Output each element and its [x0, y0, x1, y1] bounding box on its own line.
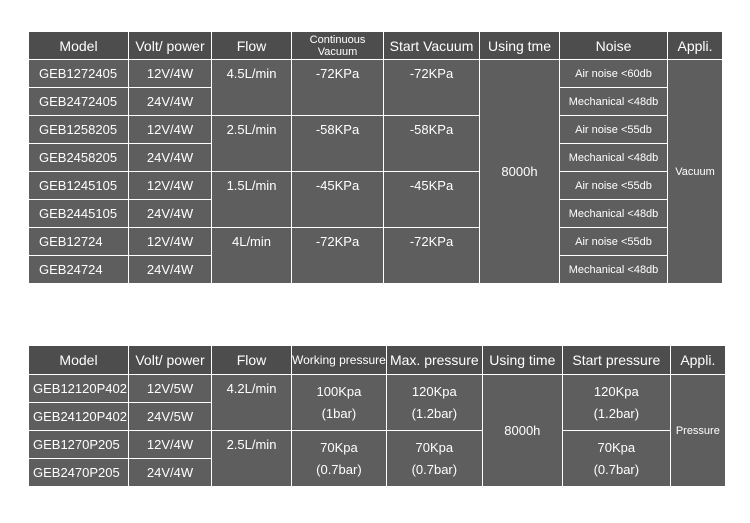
header-using-time: Using time	[482, 346, 562, 375]
header-flow: Flow	[212, 32, 292, 60]
volt-cell: 24V/4W	[129, 144, 212, 172]
model-cell: GEB2458205	[29, 144, 129, 172]
vacuum-spec-table	[28, 31, 723, 284]
working-pressure-value: 70Kpa	[320, 440, 358, 455]
header-max-pressure: Max. pressure	[386, 346, 482, 375]
table-row	[29, 172, 723, 200]
header-flow: Flow	[212, 346, 292, 375]
flow-cell: 1.5L/min	[212, 172, 292, 228]
application-cell: Vacuum	[668, 60, 723, 284]
table-row	[29, 116, 723, 144]
continuous-vacuum-cell: -58KPa	[292, 116, 384, 172]
volt-cell: 12V/4W	[129, 116, 212, 144]
start-vacuum-cell: -58KPa	[384, 116, 480, 172]
working-pressure-bar: (1bar)	[321, 406, 357, 421]
table-row	[29, 375, 726, 403]
noise-cell: Mechanical <48db	[560, 144, 668, 172]
model-cell: GEB1245105	[29, 172, 129, 200]
header-volt-power: Volt/ power	[129, 32, 212, 60]
header-application: Appli.	[670, 346, 725, 375]
using-time-cell: 8000h	[480, 60, 560, 284]
noise-cell: Mechanical <48db	[560, 200, 668, 228]
model-cell: GEB24724	[29, 256, 129, 284]
model-cell: GEB1270P205	[29, 431, 129, 459]
header-application: Appli.	[668, 32, 723, 60]
noise-cell: Mechanical <48db	[560, 88, 668, 116]
volt-cell: 12V/4W	[129, 228, 212, 256]
working-pressure-value: 100Kpa	[316, 384, 362, 399]
header-model: Model	[29, 32, 129, 60]
max-pressure-cell	[386, 375, 482, 431]
start-vacuum-cell: -72KPa	[384, 228, 480, 284]
max-pressure-bar: (1.2bar)	[411, 406, 458, 421]
flow-cell: 4.5L/min	[212, 60, 292, 116]
volt-cell: 24V/4W	[129, 256, 212, 284]
start-pressure-cell	[562, 375, 670, 431]
noise-cell: Mechanical <48db	[560, 256, 668, 284]
header-noise: Noise	[560, 32, 668, 60]
volt-cell: 24V/4W	[129, 200, 212, 228]
start-pressure-value: 120Kpa	[593, 384, 639, 399]
volt-cell: 12V/4W	[129, 172, 212, 200]
volt-cell: 24V/4W	[129, 459, 212, 487]
model-cell: GEB24120P402	[29, 403, 129, 431]
continuous-vacuum-cell: -45KPa	[292, 172, 384, 228]
continuous-vacuum-cell: -72KPa	[292, 60, 384, 116]
model-cell: GEB2472405	[29, 88, 129, 116]
header-using-time: Using tme	[480, 32, 560, 60]
model-cell: GEB2470P205	[29, 459, 129, 487]
model-cell: GEB12120P402	[29, 375, 129, 403]
flow-cell: 4.2L/min	[212, 375, 292, 431]
working-pressure-bar: (0.7bar)	[316, 462, 362, 477]
volt-cell: 24V/4W	[129, 88, 212, 116]
start-pressure-value: 70Kpa	[597, 440, 636, 455]
header-volt-power: Volt/ power	[129, 346, 212, 375]
max-pressure-cell	[386, 431, 482, 487]
table-row	[29, 431, 726, 459]
noise-cell: Air noise <55db	[560, 172, 668, 200]
continuous-vacuum-cell: -72KPa	[292, 228, 384, 284]
vacuum-header-row	[29, 32, 723, 60]
volt-cell: 12V/5W	[129, 375, 212, 403]
volt-cell: 12V/4W	[129, 431, 212, 459]
pressure-header-row	[29, 346, 726, 375]
volt-cell: 24V/5W	[129, 403, 212, 431]
start-pressure-bar: (0.7bar)	[593, 462, 640, 477]
pressure-spec-table	[28, 345, 726, 487]
flow-cell: 4L/min	[212, 228, 292, 284]
header-continuous-vacuum: Continuous Vacuum	[292, 32, 384, 60]
table-row	[29, 228, 723, 256]
max-pressure-bar: (0.7bar)	[411, 462, 458, 477]
application-cell: Pressure	[670, 375, 725, 487]
table-row	[29, 60, 723, 88]
volt-cell: 12V/4W	[129, 60, 212, 88]
header-start-pressure: Start pressure	[562, 346, 670, 375]
noise-cell: Air noise <60db	[560, 60, 668, 88]
model-cell: GEB1272405	[29, 60, 129, 88]
model-cell: GEB12724	[29, 228, 129, 256]
start-vacuum-cell: -72KPa	[384, 60, 480, 116]
max-pressure-value: 120Kpa	[411, 384, 457, 399]
model-cell: GEB1258205	[29, 116, 129, 144]
noise-cell: Air noise <55db	[560, 228, 668, 256]
header-working-pressure: Working pressure	[292, 346, 387, 375]
flow-cell: 2.5L/min	[212, 431, 292, 487]
start-pressure-bar: (1.2bar)	[593, 406, 640, 421]
max-pressure-value: 70Kpa	[415, 440, 454, 455]
working-pressure-cell	[292, 375, 387, 431]
using-time-cell: 8000h	[482, 375, 562, 487]
start-pressure-cell	[562, 431, 670, 487]
model-cell: GEB2445105	[29, 200, 129, 228]
flow-cell: 2.5L/min	[212, 116, 292, 172]
start-vacuum-cell: -45KPa	[384, 172, 480, 228]
header-start-vacuum: Start Vacuum	[384, 32, 480, 60]
header-model: Model	[29, 346, 129, 375]
working-pressure-cell	[292, 431, 387, 487]
noise-cell: Air noise <55db	[560, 116, 668, 144]
